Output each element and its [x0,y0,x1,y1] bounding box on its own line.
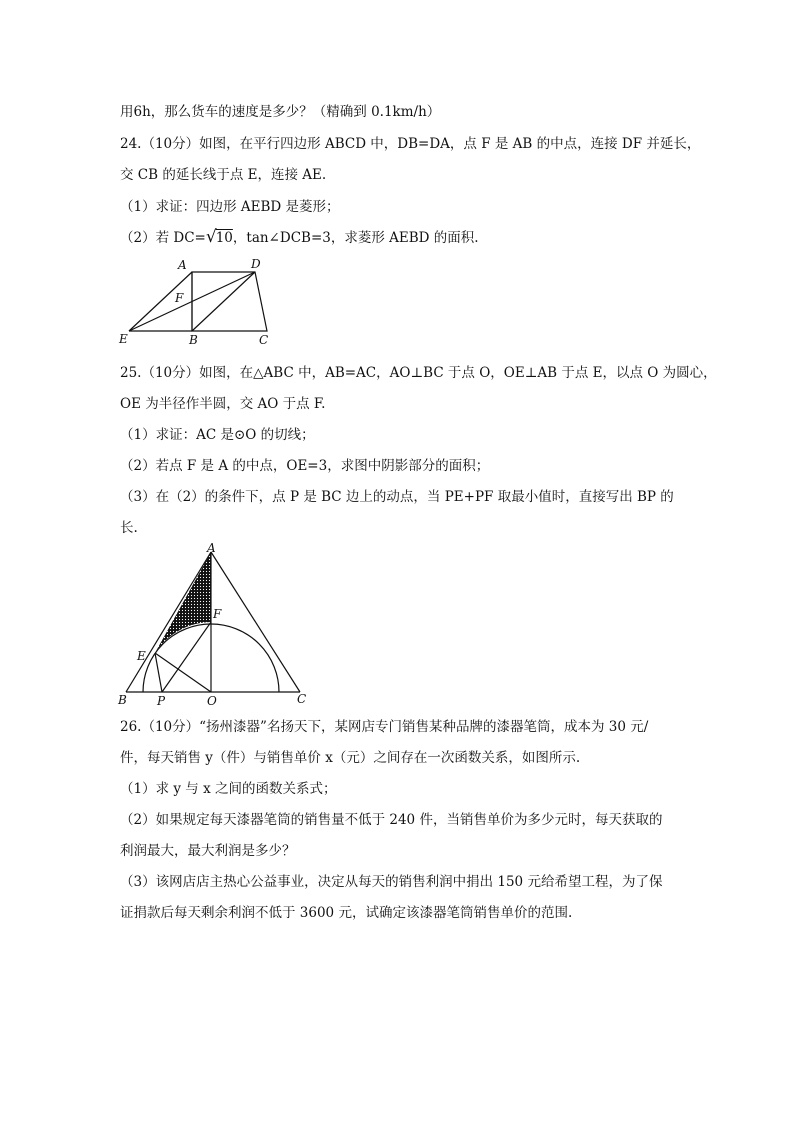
q24-part2 [120,228,479,247]
segment-db [192,272,255,331]
q26-part2-line1: （2）如果规定每天漆器笔筒的销售量不低于 240 件，当销售单价为多少元时，每天获取的 [120,812,663,828]
label-e: E [119,332,128,346]
q25-part2: （2）若点 F 是 A 的中点，OE=3，求图中阴影部分的面积； [120,458,490,474]
label-a: A [207,541,216,555]
q25-figure [115,540,315,710]
label-o: O [207,694,217,708]
q25-part3-line1: （3）在（2）的条件下，点 P 是 BC 边上的动点，当 PE+PF 取最小值时，直接写出 BP 的 [120,489,674,505]
label-c: C [259,333,269,347]
label-b: B [189,333,198,347]
shaded-region [155,552,211,653]
label-f: F [213,607,222,621]
q26-stem-line1: 26.（10分）“扬州漆器”名扬天下，某网店专门销售某种品牌的漆器笔筒，成本为 30 元/ [120,719,649,735]
label-b: B [118,693,127,707]
q24-figure [115,255,285,350]
label-d: D [251,257,261,271]
q25-part1: （1）求证：AC 是⊙O 的切线； [120,427,315,443]
q26-part3-line2: 证捐款后每天剩余利润不低于 3600 元，试确定该漆器笔筒销售单价的范围. [120,905,573,921]
label-f: F [175,291,184,305]
q26-part3-line1: （3）该网店店主热心公益事业，决定从每天的销售利润中捐出 150 元给希望工程，为了保 [120,874,663,890]
q26-stem-line2: 件，每天销售 y（件）与销售单价 x（元）之间存在一次函数关系，如图所示. [120,750,581,766]
q25-stem-line2: OE 为半径作半圆，交 AO 于点 F. [120,396,326,412]
q24-part1: （1）求证：四边形 AEBD 是菱形； [120,199,340,215]
q23-tail-text: 用6h，那么货车的速度是多少？（精确到 0.1km/h） [120,104,441,120]
q25-stem-line1: 25.（10分）如图，在△ABC 中，AB=AC，AO⊥BC 于点 O，OE⊥AB 于点 E，以点 O 为圆心， [120,365,717,381]
label-c: C [297,692,307,706]
label-p: P [157,694,166,708]
q24-part2-suffix: ，tan∠DCB=3，求菱形 AEBD 的面积. [232,230,479,246]
q24-stem-line1: 24.（10分）如图，在平行四边形 ABCD 中，DB=DA，点 F 是 AB 的中点，连接 DF 并延长， [120,136,701,152]
parallelogram-abcd [192,272,267,331]
label-e: E [137,649,146,663]
q24-stem-line2: 交 CB 的延长线于点 E，连接 AE. [120,167,327,183]
segment-ep [155,653,162,692]
q26-part1: （1）求 y 与 x 之间的函数关系式； [120,781,337,797]
label-a: A [178,258,187,272]
q26-part2-line2: 利润最大，最大利润是多少？ [120,843,296,859]
sqrt-symbol: √ [205,227,216,247]
q24-part2-prefix: （2）若 DC= [120,230,206,246]
q25-part3-line2: 长. [120,520,138,536]
segment-ac [211,552,300,692]
q24-part2-radicand: 10 [215,230,233,246]
segment-eo [155,653,211,692]
